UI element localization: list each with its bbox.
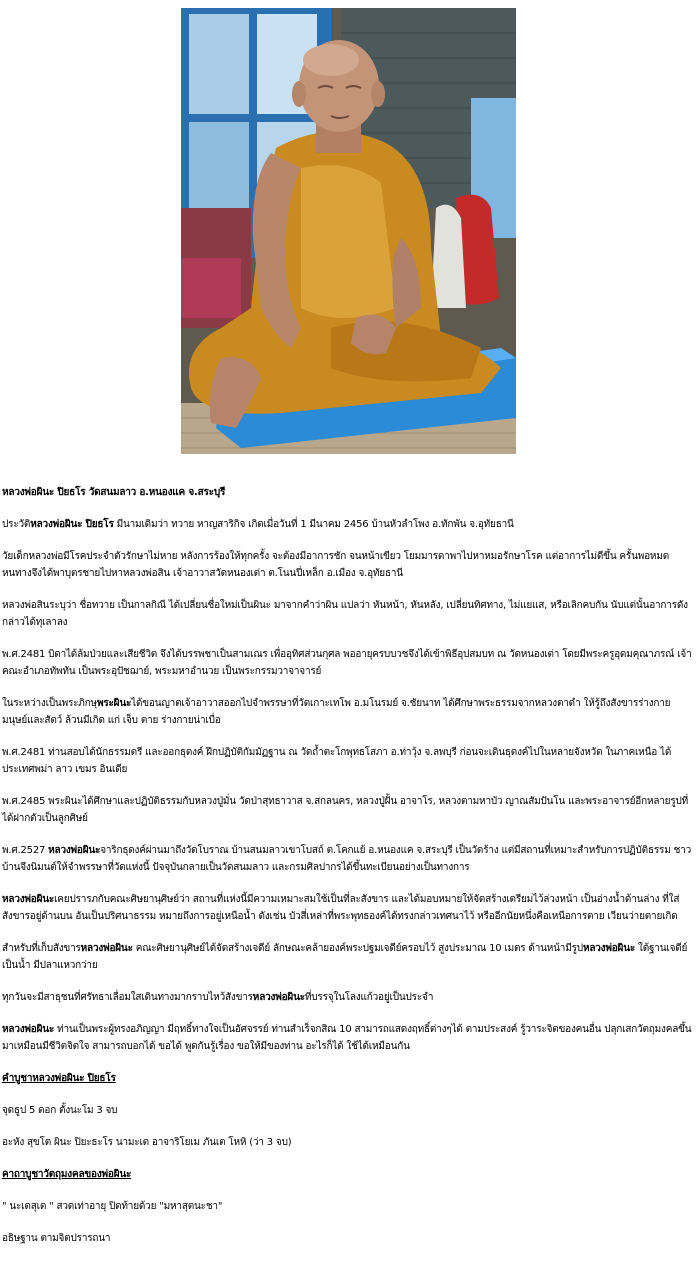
paragraph xyxy=(2,1198,692,1215)
paragraph xyxy=(2,1230,692,1247)
text: หลวงพ่อสินระบุว่า ชื่อทวาย เป็นกาลกิณี ได้เปลี่ยนชื่อใหม่เป็นผินะ มาจากคำว่าผิน แปลว่า หันหน้า, หันหลัง, เปลี่ยนทิศทาง, ไม่แยแส, หรือเลิกคบกัน นับแต่นั้นอาการดังกล่าวได้ทุเลาลง xyxy=(2,600,688,628)
prayer-heading: คำบูชาหลวงพ่อผินะ ปิยธโร xyxy=(2,1073,116,1084)
text: อะหัง สุขโต ผินะ ปิยะธะโร นามะเต อาจาริโยเม ภันเต โหหิ (ว่า 3 จบ) xyxy=(2,1137,292,1148)
paragraph xyxy=(2,1134,692,1151)
text: ประวัติ xyxy=(2,519,31,530)
paragraph xyxy=(2,891,692,925)
paragraph xyxy=(2,646,692,680)
paragraph xyxy=(2,1021,692,1055)
title-text: หลวงพ่อผินะ ปิยธโร วัดสนมลาว อ.หนองแค จ.สระบุรี xyxy=(2,487,226,498)
paragraph xyxy=(2,695,692,729)
monk-name: หลวงพ่อผินะ xyxy=(2,1024,55,1035)
text: ท่านเป็นพระผู้ทรงอภิญญา มีฤทธิ์ทางใจเป็นอัศจรรย์ ท่านสำเร็จกสิณ 10 สามารถแสดงฤทธิ์ต่างๆได้ ตามประสงค์ รู้วาระจิตของคนอื่น ปลุกเสกวัตถุมงคลขึ้นมาเหมือนมีชีวิตจิตใจ สามารถบอกได้ ขอได้ พูดกันรู้เรื่อง ขอให้มีของท่าน อะไรก็ได้ ใช้ได้เหมือนกัน xyxy=(2,1024,692,1052)
paragraph xyxy=(2,516,692,533)
text: วัยเด็กหลวงพ่อมีโรคประจำตัวรักษาไม่หาย หลังการร้องให้ทุกครั้ง จะต้องมีอาการชัก จนหน้าเขียว โยมมารดาพาไปหาหมอรักษาโรค แต่อาการไม่ดีขึ้น ครั้นพอหมดหนทางจึงได้พาบุตรชายไปหาหลวงพ่อสิน เจ้าอาวาสวัดหนองเต่า ต.โนนปี่เหล็ก อ.เมือง จ.อุทัยธานี xyxy=(2,551,670,579)
text: พ.ศ.2481 บิดาได้ล้มป่วยและเสียชีวิต จึงได้บรรพชาเป็นสามเณร เพื่ออุทิศส่วนกุศล พออายุครบบวชจึงได้เข้าพิธีอุปสมบท ณ วัดหนองเต่า โดยมีพระครูอุดมคุณาภรณ์ เจ้าคณะอำเภอทัพทัน เป็นพระอุปัชฌาย์, พระมหาอำนวย เป็นพระกรรมวาจาจารย์ xyxy=(2,649,692,677)
text: พ.ศ.2527 xyxy=(2,845,49,856)
text: จาริกธุดงค์ผ่านมาถึงวัดโบราณ บ้านสนมลาวเขาโบสถ์ ต.โคกแย้ อ.หนองแค จ.สระบุรี เป็นวัดร้าง แต่มีสถานที่เหมาะสำหรับการปฏิบัติธรรม ชาวบ้านจึงนิมนต์ให้จำพรรษาที่วัดแห่งนี้ ปัจจุบันกลายเป็นวัดสนมลาว และกรมศิลปากรได้ขึ้นทะเบียนอย่างเป็นทางการ xyxy=(2,845,691,873)
section-heading xyxy=(2,1166,692,1183)
monk-name: หลวงพ่อผินะ xyxy=(48,845,101,856)
text: เคยปรารภกับคณะศิษยานุศิษย์ว่า สถานที่แห่งนี้มีความเหมาะสมใช้เป็นที่ละสังขาร และได้มอบหมายให้จัดสร้างเตรียมไว้ล่วงหน้า เป็นอ่างน้ำด้านล่าง ที่ใส่สังขารอยู่ด้านบน อันเป็นปริศนาธรรม หมายถึงการอยู่เหนือน้ำ ดังเช่น บัวสี่เหล่าที่พระพุทธองค์ได้ทรงกล่าวเทศนาไว้ หรืออีกนัยหนึ่งคือเหนือการตาย เวียนว่ายตายเกิด xyxy=(2,894,680,922)
monk-name: หลวงพ่อผินะ ปิยธโร xyxy=(30,519,114,530)
text: พ.ศ.2481 ท่านสอบได้นักธรรมตรี และออกธุดงค์ ฝึกปฏิบัติกัมมัฏฐาน ณ วัดถ้ำตะโกพุทธโสภา อ.ท่าวุ้ง จ.ลพบุรี ก่อนจะเดินธุดงค์ไปในหลายจังหวัด ในภาคเหนือ ได้ ประเทศพม่า ลาว เขมร อินเดีย xyxy=(2,747,672,775)
paragraph xyxy=(2,548,692,582)
paragraph xyxy=(2,842,692,876)
text: พ.ศ.2485 พระผินะได้ศึกษาและปฏิบัติธรรมกับหลวงปู่มั่น วัดป่าสุทธาวาส จ.สกลนคร, หลวงปู่ฝั้น อาจาโร, หลวงตามหาบัว ญาณสัมปันโน และพระอาจารย์อีกหลายรูปที่ได้ฝากตัวเป็นลูกศิษย์ xyxy=(2,796,689,824)
paragraph xyxy=(2,744,692,778)
text: ในระหว่างเป็นพระภิกษุ xyxy=(2,698,97,709)
paragraph xyxy=(2,940,692,974)
text: ทุกวันจะมีสาธุชนที่ศรัทธาเลื่อมใสเดินทางมากราบไหว้สังขาร xyxy=(2,992,253,1003)
article xyxy=(2,484,692,1262)
monk-name: หลวงพ่อผินะ xyxy=(2,894,55,905)
paragraph xyxy=(2,1102,692,1119)
monk-name: พระผินะ xyxy=(96,698,132,709)
monk-name: หลวงพ่อผินะ xyxy=(80,943,133,954)
monk-portrait-image xyxy=(181,8,516,454)
text: จุดธูป 5 ดอก ตั้งนะโม 3 จบ xyxy=(2,1105,118,1116)
text: ที่บรรจุในโลงแก้วอยู่เป็นประจำ xyxy=(304,992,434,1003)
text: สำหรับที่เก็บสังขาร xyxy=(2,943,81,954)
paragraph xyxy=(2,597,692,631)
monk-name: หลวงพ่อผินะ xyxy=(582,943,636,954)
text: ใต้ฐานเจดีย์เป็นน้ำ มีปลาแหวกว่าย xyxy=(2,943,688,971)
amulet-prayer-heading: คาถาบูชาวัตถุมงคลของพ่อผินะ xyxy=(2,1169,132,1180)
text: ได้ขอนญาตเจ้าอาวาสออกไปจำพรรษาที่วัดเกาะเทโพ อ.มโนรมย์ จ.ชัยนาท ได้ศึกษาพระธรรมจากหลวงตาดำ ให้รู้ถึงสังขารร่างกายมนุษย์และสัตว์ ล้วนมีเกิด แก่ เจ็บ ตาย ร่างกายน่าเบื่อ xyxy=(2,698,671,726)
article-title xyxy=(2,484,692,501)
text: อธิษฐาน ตามจิตปรารถนา xyxy=(2,1233,111,1244)
text: คณะศิษยานุศิษย์ได้จัดสร้างเจดีย์ ลักษณะคล้ายองค์พระปฐมเจดีย์ครอบไว้ สูงประมาณ 10 เมตร ด้านหน้ามีรูป xyxy=(132,943,583,954)
paragraph xyxy=(2,989,692,1006)
text: " นะเตสุเต " สวดเท่าอายุ ปิดท้ายด้วย "มหาสุตนะชา" xyxy=(2,1201,223,1212)
paragraph xyxy=(2,793,692,827)
text: มีนามเดิมว่า ทวาย หาญสาริกิจ เกิดเมื่อวันที่ 1 มีนาคม 2456 บ้านหัวลำโพง อ.ทักพัน จ.อุทัยธานี xyxy=(113,519,514,530)
section-heading xyxy=(2,1070,692,1087)
monk-name: หลวงพ่อผินะ xyxy=(252,992,305,1003)
monk-photo xyxy=(181,8,516,454)
